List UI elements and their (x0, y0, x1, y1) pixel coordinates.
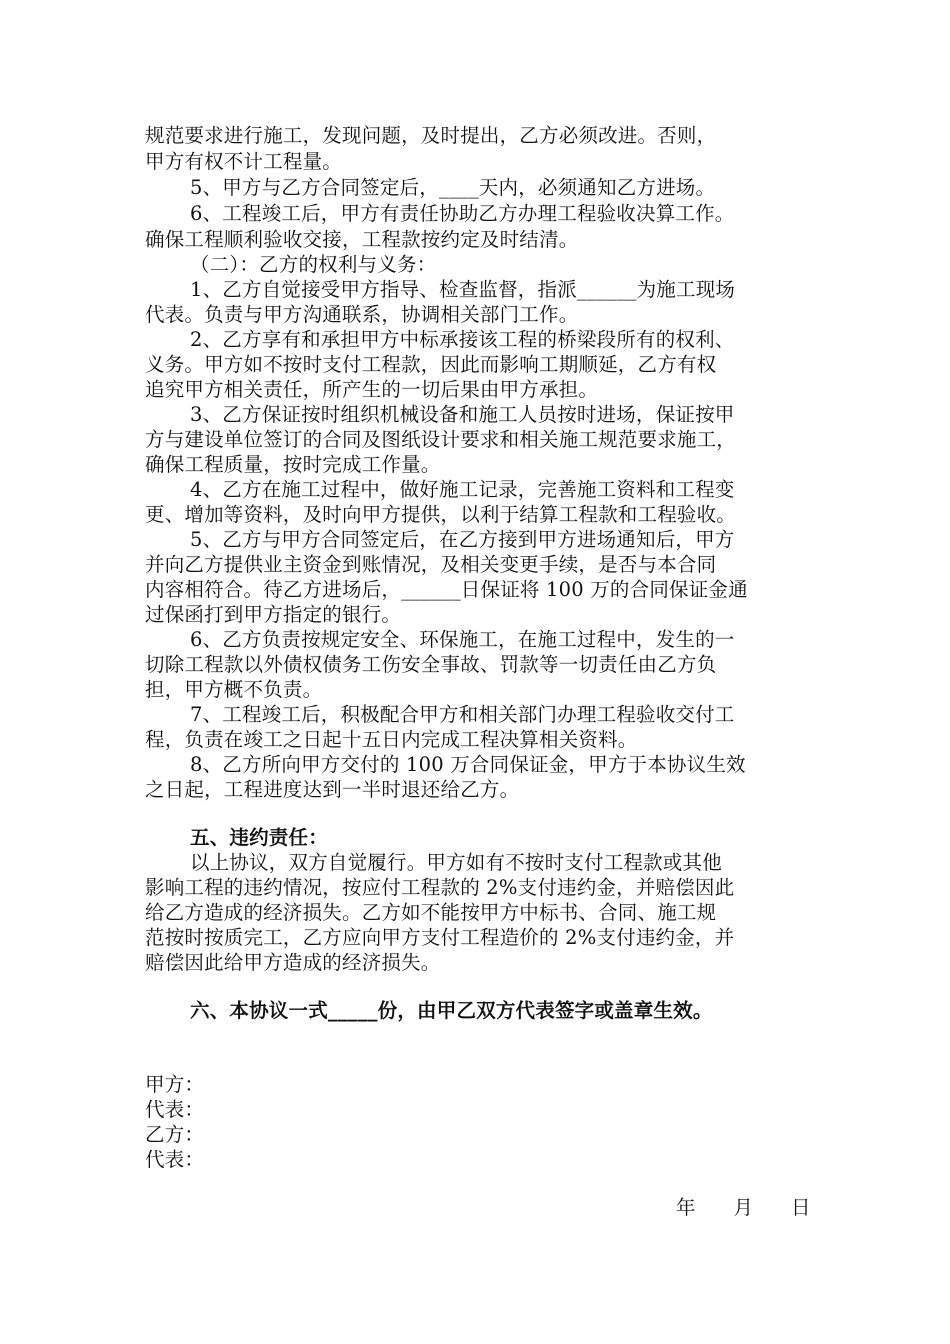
text-line: 义务。甲方如不按时支付工程款，因此而影响工期顺延，乙方有权 (145, 353, 717, 376)
text-line: 6、乙方负责按规定安全、环保施工，在施工过程中，发生的一 (190, 628, 735, 651)
text-line: 赔偿因此给甲方造成的经济损失。 (145, 951, 441, 974)
text-line: 6、工程竣工后，甲方有责任协助乙方办理工程验收决算工作。 (190, 202, 735, 225)
signature-rep-b: 代表： (145, 1148, 205, 1171)
text-line: 甲方有权不计工程量。 (145, 150, 343, 173)
text-line: 1、乙方自觉接受甲方指导、检查监督，指派______为施工现场 (190, 278, 736, 301)
text-line: 8、乙方所向甲方交付的 100 万合同保证金，甲方于本协议生效 (190, 753, 746, 776)
text-line: 方与建设单位签订的合同及图纸设计要求和相关施工规范要求施工， (145, 428, 737, 451)
section5-heading: 五、违约责任： (190, 826, 328, 849)
text-line: 程，负责在竣工之日起十五日内完成工程决算相关资料。 (145, 728, 638, 751)
text-line: 担，甲方概不负责。 (145, 678, 323, 701)
date-year: 年 (676, 1196, 696, 1219)
text-line: 7、工程竣工后，积极配合甲方和相关部门办理工程验收交付工 (190, 703, 735, 726)
text-line: 更、增加等资料，及时向甲方提供，以利于结算工程款和工程验收。 (145, 503, 737, 526)
date-month: 月 (733, 1196, 754, 1219)
subsection-heading: （二）：乙方的权利与义务： (190, 253, 437, 276)
signature-rep-a: 代表： (145, 1098, 205, 1121)
text-line: 确保工程顺利验收交接，工程款按约定及时结清。 (145, 228, 579, 251)
text-line: 5、甲方与乙方合同签定后，____天内，必须通知乙方进场。 (190, 176, 716, 199)
date-day: 日 (791, 1196, 811, 1219)
date-line (676, 1195, 950, 1221)
text-line: 确保工程质量，按时完成工作量。 (145, 453, 441, 476)
text-line: 规范要求进行施工，发现问题，及时提出，乙方必须改进。否则， (145, 124, 717, 147)
text-line: 以上协议，双方自觉履行。甲方如有不按时支付工程款或其他 (190, 851, 722, 874)
text-line: 追究甲方相关责任，所产生的一切后果由甲方承担。 (145, 378, 599, 401)
section6-heading: 六、本协议一式_____份，由甲乙双方代表签字或盖章生效。 (190, 999, 713, 1022)
text-line: 给乙方造成的经济损失。乙方如不能按甲方中标书、合同、施工规 (145, 901, 717, 924)
text-line: 之日起，工程进度达到一半时退还给乙方。 (145, 778, 520, 801)
text-line: 4、乙方在施工过程中，做好施工记录，完善施工资料和工程变 (190, 478, 735, 501)
text-line: 内容相符合。待乙方进场后，______日保证将 100 万的合同保证金通 (145, 578, 748, 601)
text-line: 3、乙方保证按时组织机械设备和施工人员按时进场，保证按甲 (190, 403, 735, 426)
text-line: 过保函打到甲方指定的银行。 (145, 603, 402, 626)
text-line: 代表。负责与甲方沟通联系，协调相关部门工作。 (145, 303, 579, 326)
signature-party-a: 甲方： (145, 1073, 205, 1096)
text-line: 切除工程款以外债权债务工伤安全事故、罚款等一切责任由乙方负 (145, 653, 717, 676)
signature-party-b: 乙方： (145, 1123, 205, 1146)
text-line: 影响工程的违约情况，按应付工程款的 2%支付违约金，并赔偿因此 (145, 876, 735, 899)
text-line: 2、乙方享有和承担甲方中标承接该工程的桥梁段所有的权利、 (190, 328, 735, 351)
text-line: 范按时按质完工，乙方应向甲方支付工程造价的 2%支付违约金，并 (145, 926, 735, 949)
text-line: 并向乙方提供业主资金到账情况，及相关变更手续，是否与本合同 (145, 553, 717, 576)
text-line: 5、乙方与甲方合同签定后，在乙方接到甲方进场通知后，甲方 (190, 528, 735, 551)
